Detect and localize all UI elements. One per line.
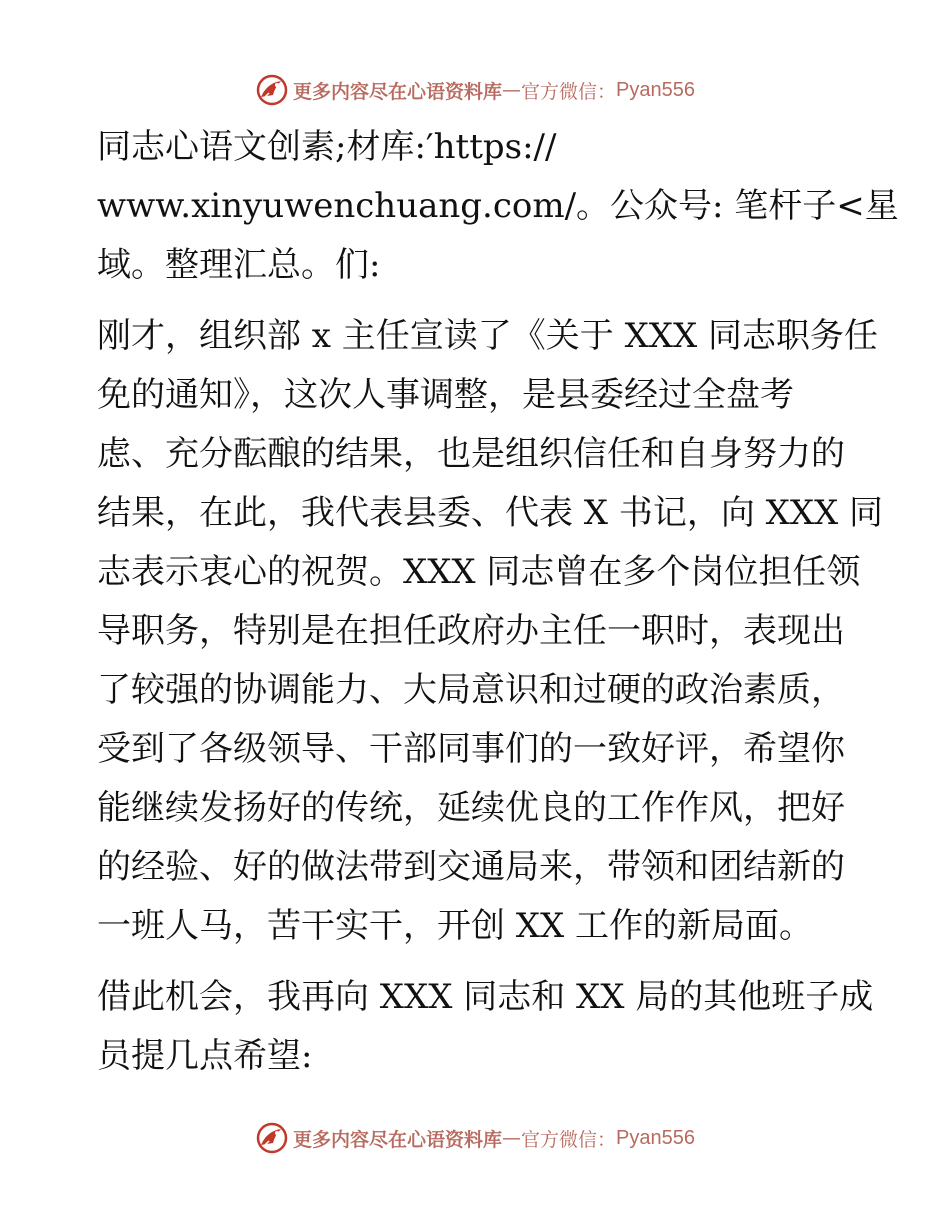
text-line: 同志心语文创素;材库:′https:// [97,127,557,167]
text-line: 借此机会，我再向 XXX 同志和 XX 局的其他班子成 [97,977,874,1017]
document-body [97,118,899,1086]
banner-dash: — [502,79,522,101]
text-line: 域。整理汇总。们: [97,245,381,285]
header-banner [0,70,950,110]
text-line: 受到了各级领导、干部同事们的一致好评，希望你 [97,729,845,769]
pen-logo-icon [255,1121,289,1155]
paragraph-2 [97,307,884,956]
text-line: www.xinyuwenchuang.com/。公众号: 笔杆子<星 [97,186,899,226]
pen-logo-icon [255,73,289,107]
text-line: 志表示衷心的祝贺。XXX 同志曾在多个岗位担任领 [97,552,861,592]
banner-text: 更多内容尽在心语资料库 [293,80,503,103]
text-line: 员提几点希望: [97,1036,313,1076]
text-line: 了较强的协调能力、大局意识和过硬的政治素质， [97,670,845,710]
banner-wechat-id: Pyan556 [616,1126,695,1149]
text-line: 导职务，特别是在担任政府办主任一职时，表现出 [97,611,845,651]
banner-text: 更多内容尽在心语资料库 [293,1128,503,1151]
paragraph-1 [97,118,899,295]
text-line: 刚才，组织部 x 主任宣读了《关于 XXX 同志职务任 [97,316,879,356]
banner-wechat-id: Pyan556 [616,78,695,101]
banner-wechat-label: 官方微信： [521,80,617,103]
text-line: 一班人马，苦干实干，开创 XX 工作的新局面。 [97,906,814,946]
text-line: 结果，在此，我代表县委、代表 X 书记，向 XXX 同 [97,493,884,533]
text-line: 能继续发扬好的传统，延续优良的工作作风，把好 [97,788,845,828]
text-line: 虑、充分酝酿的结果，也是组织信任和自身努力的 [97,434,845,474]
text-line: 的经验、好的做法带到交通局来，带领和团结新的 [97,847,845,887]
text-line: 免的通知》，这次人事调整，是县委经过全盘考 [97,375,794,415]
banner-wechat-label: 官方微信： [521,1128,617,1151]
paragraph-3 [97,968,874,1086]
banner-dash: — [502,1127,522,1149]
footer-banner [0,1118,950,1158]
